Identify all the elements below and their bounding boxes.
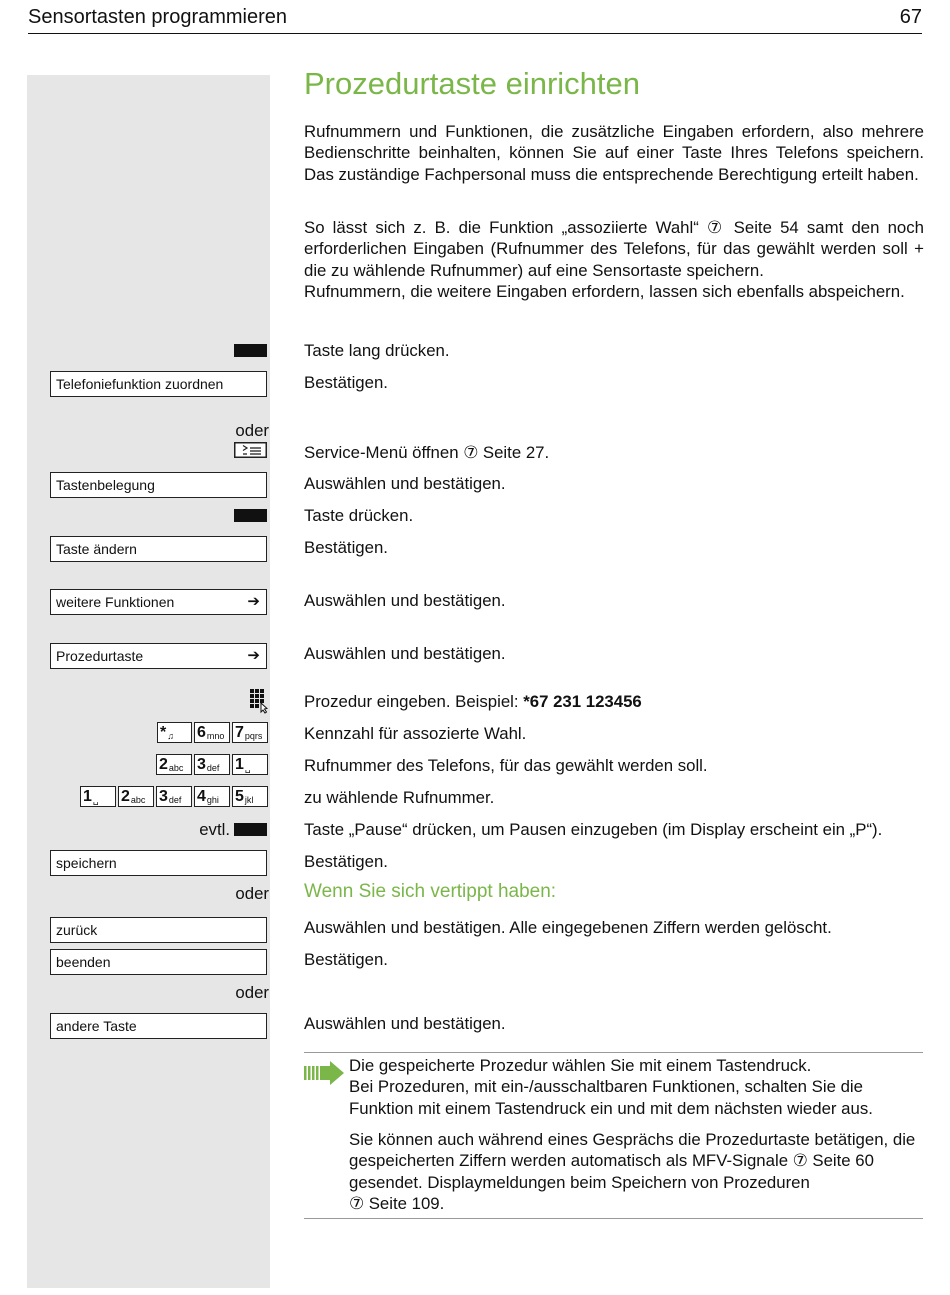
key-letters: ␣	[92, 795, 99, 805]
menu-label: andere Taste	[56, 1018, 137, 1034]
note-bottom-rule	[304, 1218, 923, 1219]
step-text: Taste lang drücken.	[304, 341, 450, 360]
page-title: Prozedurtaste einrichten	[304, 66, 641, 101]
note-line-1: Die gespeicherte Prozedur wählen Sie mit einem Tastendruck.	[349, 1056, 812, 1075]
step-text: Auswählen und bestätigen.	[304, 474, 506, 493]
step-text: Bestätigen.	[304, 852, 388, 871]
menu-label: Telefoniefunktion zuordnen	[56, 376, 224, 392]
step-text: Taste „Pause“ drücken, um Pausen einzugeben (im Display erscheint ein „P“).	[304, 820, 883, 839]
menu-item-speichern[interactable]	[50, 850, 267, 876]
step-text: Auswählen und bestätigen.	[304, 591, 506, 610]
menu-item-weitere-funktionen[interactable]	[50, 589, 267, 615]
arrow-right-icon: ➔	[247, 647, 260, 664]
example-sequence: *67 231 123456	[523, 692, 642, 711]
key-digit: 1	[83, 788, 92, 805]
key-3[interactable]	[156, 786, 192, 807]
step-text: Bestätigen.	[304, 538, 388, 557]
key-digit: 5	[235, 788, 244, 805]
key-4[interactable]	[194, 786, 230, 807]
key-letters: ghi	[206, 795, 219, 805]
oder-label: oder	[235, 884, 269, 903]
step-text-prefix: Prozedur eingeben. Beispiel:	[304, 692, 524, 711]
menu-label: Tastenbelegung	[56, 477, 155, 493]
note-para-2: Sie können auch während eines Gesprächs die Prozedurtaste betätigen, die gespeicherten Ziffern werden automatisch als MFV-Signale ⑦ Seite 60 gesendet. Displaymeldungen beim Speichern von Prozeduren	[349, 1130, 916, 1192]
key-digit: *	[160, 724, 167, 741]
left-column-background	[27, 75, 270, 1288]
note-para-2-end: ⑦ Seite 109.	[349, 1193, 445, 1213]
step-text: Taste drücken.	[304, 506, 414, 525]
step-text: zu wählende Rufnummer.	[304, 788, 495, 807]
header-rule	[28, 33, 922, 34]
key-digit: 1	[235, 756, 244, 773]
key-1[interactable]	[80, 786, 116, 807]
key-digit: 6	[197, 724, 206, 741]
page-number: 67	[899, 6, 922, 28]
step-text: Rufnummer des Telefons, für das gewählt werden soll.	[304, 756, 708, 775]
step-text: Bestätigen.	[304, 950, 388, 969]
menu-label: speichern	[56, 855, 117, 871]
step-text: Auswählen und bestätigen. Alle eingegebenen Ziffern werden gelöscht.	[304, 918, 832, 937]
key-2[interactable]	[156, 754, 192, 775]
key-3[interactable]	[194, 754, 230, 775]
key-digit: 7	[235, 724, 244, 741]
note-top-rule	[304, 1052, 923, 1053]
note-paragraph-1	[349, 1055, 921, 1119]
key-6[interactable]	[194, 722, 230, 743]
menu-item-andere-taste[interactable]	[50, 1013, 267, 1039]
intro-paragraph-1: Rufnummern und Funktionen, die zusätzliche Eingaben erfordern, also mehrere Bedienschritte beinhalten, können Sie auf einer Taste Ihres Telefons speichern. Das zuständige Fachpersonal muss die entsprechende Berechtigung erteilt haben.	[304, 122, 924, 184]
service-menu-icon[interactable]	[234, 442, 267, 458]
key-letters: mno	[206, 731, 225, 741]
intro-paragraph-3: Rufnummern, die weitere Eingaben erfordern, lassen sich ebenfalls abspeichern.	[304, 282, 905, 301]
key-digit: 4	[197, 788, 206, 805]
key-letters: jkl	[244, 795, 254, 805]
key-letters: abc	[130, 795, 146, 805]
step-text: Kennzahl für assozierte Wahl.	[304, 724, 527, 743]
menu-label: weitere Funktionen	[56, 594, 175, 610]
menu-item-taste-aendern[interactable]	[50, 536, 267, 562]
arrow-note-icon	[304, 1061, 345, 1085]
menu-label: beenden	[56, 954, 111, 970]
key-digit: 2	[159, 756, 168, 773]
menu-label: Taste ändern	[56, 541, 137, 557]
key-letters: pqrs	[244, 731, 263, 741]
keys-row-3	[80, 786, 268, 807]
step-text: Bestätigen.	[304, 373, 388, 392]
key-5[interactable]	[232, 786, 268, 807]
keypad-icon	[248, 688, 268, 714]
menu-item-zurueck[interactable]	[50, 917, 267, 943]
sensor-key-icon[interactable]	[234, 509, 267, 522]
key-1[interactable]	[232, 754, 268, 775]
key-digit: 3	[197, 756, 206, 773]
menu-item-tastenbelegung[interactable]	[50, 472, 267, 498]
menu-label: zurück	[56, 922, 98, 938]
key-letters: ␣	[244, 763, 251, 773]
menu-item-prozedurtaste[interactable]	[50, 643, 267, 669]
evtl-label: evtl.	[199, 820, 230, 839]
key-letters: abc	[168, 763, 184, 773]
key-letters: ♫	[167, 731, 174, 741]
note-paragraph-2	[349, 1129, 921, 1214]
key-digit: 2	[121, 788, 130, 805]
menu-item-telefoniefunktion[interactable]	[50, 371, 267, 397]
key-letters: def	[206, 763, 220, 773]
note-line-2: Bei Prozeduren, mit ein-/ausschaltbaren Funktionen, schalten Sie die Funktion mit einem Tastendruck ein und mit dem nächsten wieder aus.	[349, 1077, 873, 1118]
step-text: Auswählen und bestätigen.	[304, 1014, 506, 1033]
running-header: Sensortasten programmieren	[28, 6, 288, 28]
sensor-key-icon[interactable]	[234, 344, 267, 357]
step-text: Service-Menü öffnen ⑦ Seite 27.	[304, 443, 550, 462]
key-digit: 3	[159, 788, 168, 805]
key-letters: def	[168, 795, 182, 805]
key-2[interactable]	[118, 786, 154, 807]
keys-row-2	[156, 754, 268, 775]
intro-paragraph-2: So lässt sich z. B. die Funktion „assoziierte Wahl“ ⑦ Seite 54 samt den noch erforderlichen Eingaben (Rufnummer des Telefons, für das gewählt werden soll + die zu wählende Rufnummer) auf eine Sensortaste speichern.	[304, 218, 924, 280]
step-text	[304, 692, 642, 712]
oder-label: oder	[235, 421, 269, 440]
key-7[interactable]	[232, 722, 268, 743]
step-text: Auswählen und bestätigen.	[304, 644, 506, 663]
sensor-key-icon[interactable]	[234, 823, 267, 836]
subheading: Wenn Sie sich vertippt haben:	[304, 881, 557, 902]
arrow-right-icon: ➔	[247, 593, 260, 610]
key-star[interactable]	[157, 722, 192, 743]
menu-label: Prozedurtaste	[56, 648, 144, 664]
menu-item-beenden[interactable]	[50, 949, 267, 975]
keys-row-1	[157, 722, 268, 743]
oder-label: oder	[235, 983, 269, 1002]
